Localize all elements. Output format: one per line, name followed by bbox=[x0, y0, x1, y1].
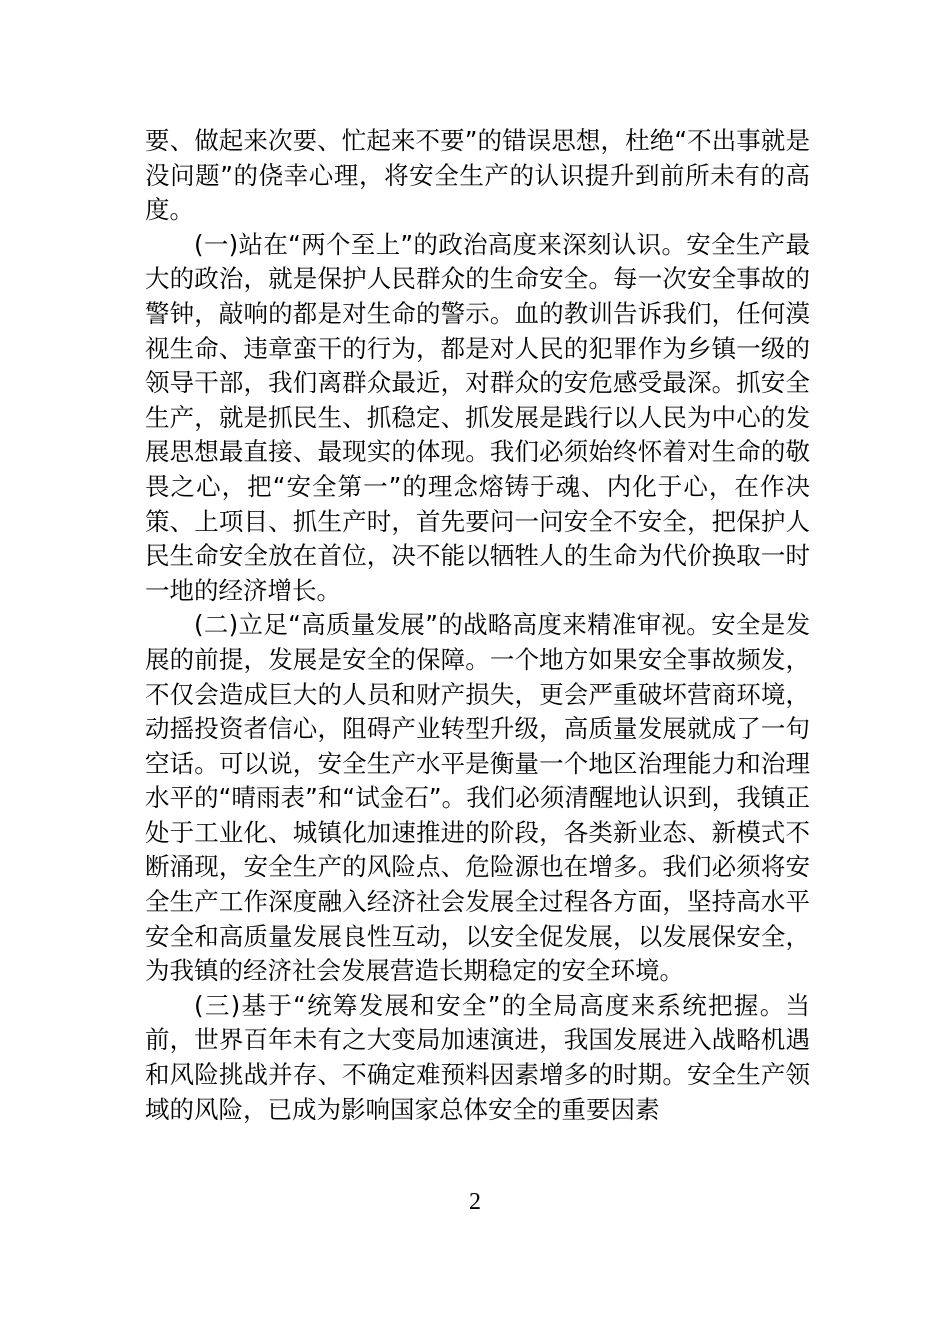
page-number: 2 bbox=[469, 1189, 481, 1215]
paragraph-continuation: 要、做起来次要、忙起来不要”的错误思想，杜绝“不出事就是没问题”的侥幸心理，将安全生产的认识提升到前所未有的高度。 bbox=[145, 126, 810, 225]
paragraph-section-two: (二)立足“高质量发展”的战略高度来精准审视。安全是发展的前提，发展是安全的保障。一个地方如果安全事故频发，不仅会造成巨大的人员和财产损失，更会严重破坏营商环境，动摇投资者信心，阻碍产业转型升级，高质量发展就成了一句空话。可以说，安全生产水平是衡量一个地区治理能力和治理水平的“晴雨表”和“试金石”。我们必须清醒地认识到，我镇正处于工业化、城镇化加速推进的阶段，各类新业态、新模式不断涌现，安全生产的风险点、危险源也在增多。我们必须将安全生产工作深度融入经济社会发展全过程各方面，坚持高水平安全和高质量发展良性互动，以安全促发展，以发展保安全，为我镇的经济社会发展营造长期稳定的安全环境。 bbox=[145, 610, 810, 986]
paragraph-section-three: (三)基于“统筹发展和安全”的全局高度来系统把握。当前，世界百年未有之大变局加速演进，我国发展进入战略机遇和风险挑战并存、不确定难预料因素增多的时期。安全生产领域的风险，已成为影响国家总体安全的重要因素 bbox=[145, 990, 810, 1124]
paragraph-section-one: (一)站在“两个至上”的政治高度来深刻认识。安全生产最大的政治，就是保护人民群众的生命安全。每一次安全事故的警钟，敲响的都是对生命的警示。血的教训告诉我们，任何漠视生命、违章蛮干的行为，都是对人民的犯罪作为乡镇一级的领导干部，我们离群众最近，对群众的安危感受最深。抓安全生产，就是抓民生、抓稳定、抓发展是践行以人民为中心的发展思想最直接、最现实的体现。我们必须始终怀着对生命的敬畏之心，把“安全第一”的理念熔铸于魂、内化于心，在作决策、上项目、抓生产时，首先要问一问安全不安全，把保护人民生命安全放在首位，决不能以牺牲人的生命为代价换取一时一地的经济增长。 bbox=[145, 229, 810, 605]
body-text bbox=[145, 124, 810, 1127]
